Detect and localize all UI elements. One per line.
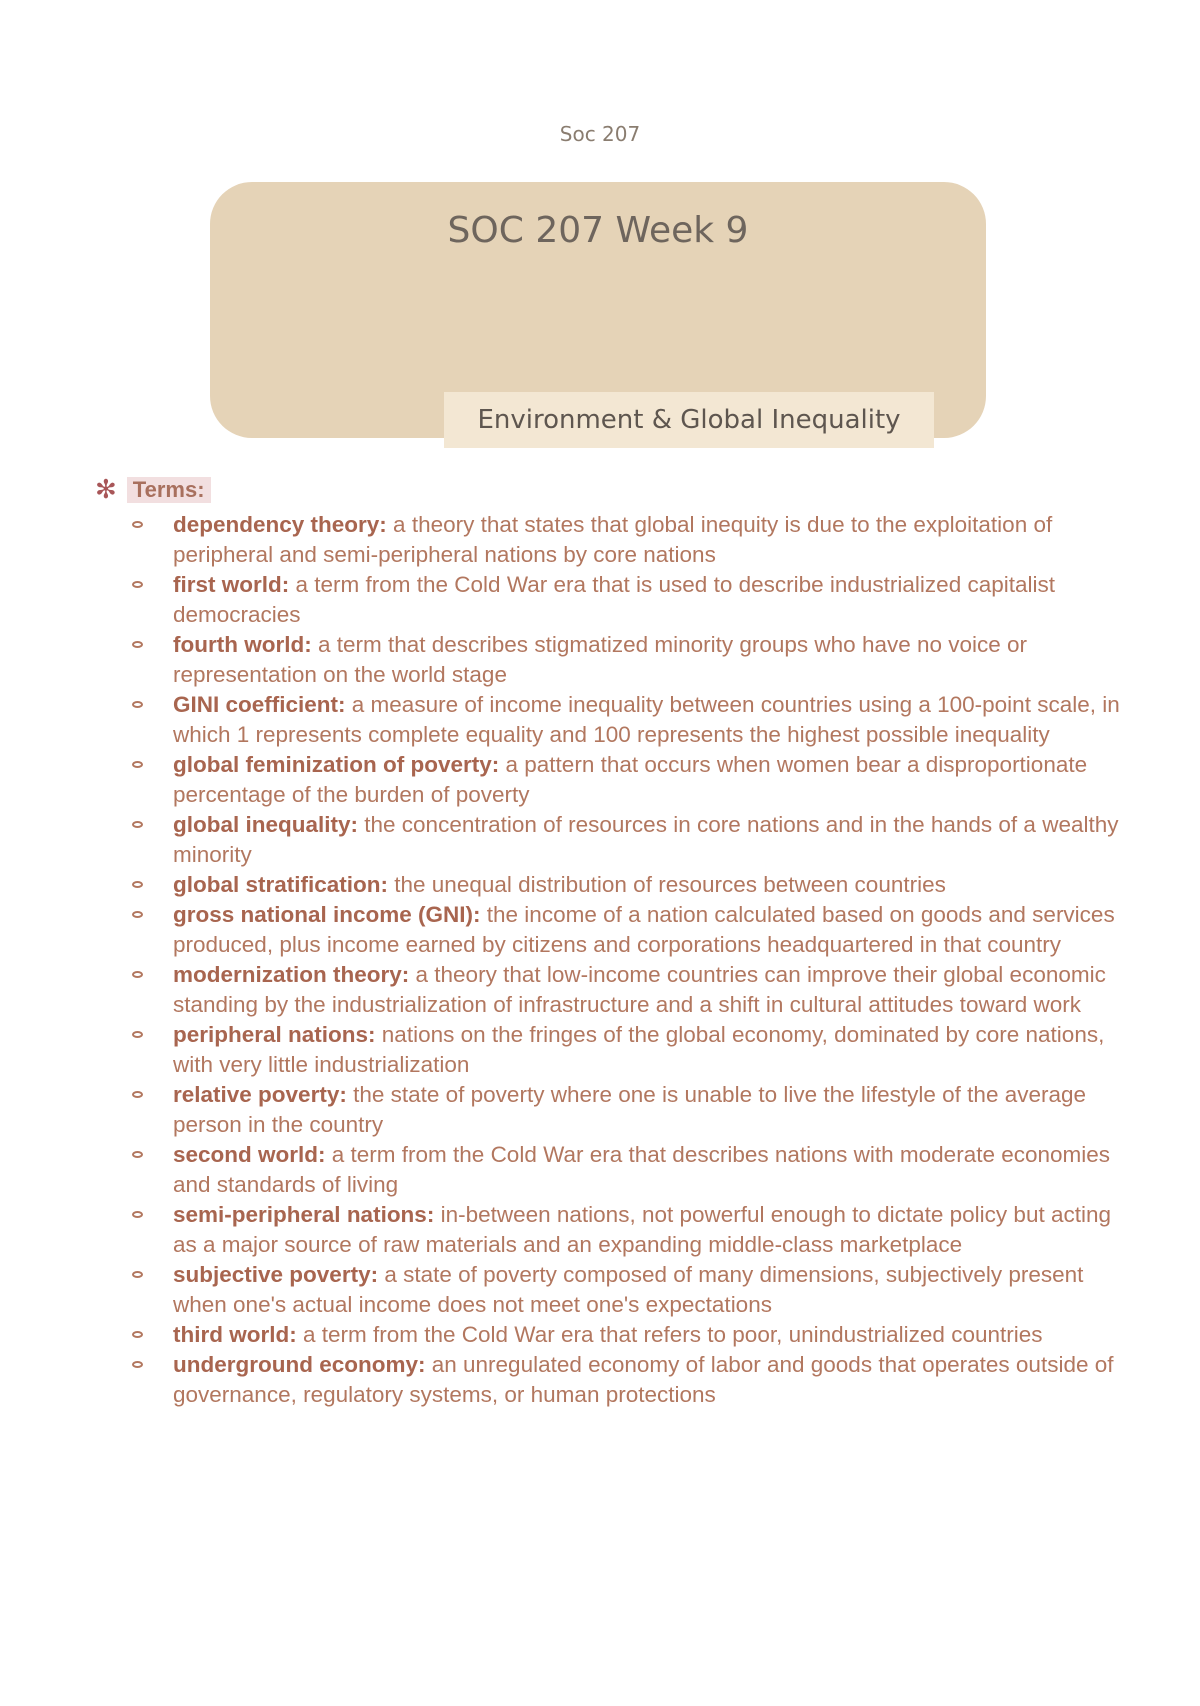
hollow-circle-bullet-icon [132,521,143,528]
term-definition: in-between nations, not powerful enough to dictate policy but acting as a major source of raw materials and an expanding middle-class marketplace [173,1202,1112,1257]
term-definition: a theory that low-income countries can improve their global economic standing by the industrialization of infrastructure and a shift in cultural attitudes toward work [173,962,1106,1017]
list-item [95,810,1125,870]
topic-subtitle-box [444,392,934,448]
hollow-circle-bullet-icon [132,1031,143,1038]
list-item [95,1020,1125,1080]
topic-subtitle: Environment & Global Inequality [477,405,901,435]
hollow-circle-bullet-icon [132,1361,143,1368]
term-name: subjective poverty: [173,1262,379,1287]
term-name: second world: [173,1142,326,1167]
list-item [95,690,1125,750]
hollow-circle-bullet-icon [132,1091,143,1098]
list-item [95,1260,1125,1320]
asterisk-icon: ✻ [95,475,117,505]
hollow-circle-bullet-icon [132,701,143,708]
hollow-circle-bullet-icon [132,1151,143,1158]
list-item [95,1320,1125,1350]
term-definition: a term that describes stigmatized minority groups who have no voice or representation on the world stage [173,632,1028,687]
course-header: Soc 207 [559,122,641,146]
term-name: modernization theory: [173,962,410,987]
hollow-circle-bullet-icon [132,1271,143,1278]
terms-heading-label: Terms: [127,477,211,503]
term-definition: the concentration of resources in core nations and in the hands of a wealthy minority [173,812,1119,867]
hollow-circle-bullet-icon [132,971,143,978]
term-definition: a pattern that occurs when women bear a disproportionate percentage of the burden of poverty [173,752,1088,807]
term-name: first world: [173,572,290,597]
terms-section [95,474,1125,1410]
term-definition: a term from the Cold War era that refers to poor, unindustrialized countries [296,1322,1043,1347]
term-definition: a term from the Cold War era that is used to describe industrialized capitalist democracies [173,572,1055,627]
list-item [95,900,1125,960]
term-name: gross national income (GNI): [173,902,481,927]
term-name: relative poverty: [173,1082,347,1107]
hollow-circle-bullet-icon [132,1211,143,1218]
term-name: third world: [173,1322,297,1347]
list-item [95,750,1125,810]
hollow-circle-bullet-icon [132,911,143,918]
list-item [95,1200,1125,1260]
hollow-circle-bullet-icon [132,1331,143,1338]
list-item [95,1140,1125,1200]
term-name: global feminization of poverty: [173,752,500,777]
hollow-circle-bullet-icon [132,581,143,588]
term-name: GINI coefficient: [173,692,346,717]
term-list [95,510,1125,1410]
term-name: dependency theory: [173,512,387,537]
list-item [95,1080,1125,1140]
term-name: global inequality: [173,812,359,837]
term-name: peripheral nations: [173,1022,376,1047]
hollow-circle-bullet-icon [132,761,143,768]
term-definition: a term from the Cold War era that describes nations with moderate economies and standards of living [173,1142,1111,1197]
term-definition: nations on the fringes of the global economy, dominated by core nations, with very little industrialization [173,1022,1105,1077]
list-item [95,1350,1125,1410]
term-name: global stratification: [173,872,389,897]
terms-heading [95,474,1125,506]
list-item [95,570,1125,630]
term-definition: the unequal distribution of resources between countries [388,872,946,897]
term-definition: an unregulated economy of labor and goods that operates outside of governance, regulatory systems, or human protections [173,1352,1114,1407]
term-name: fourth world: [173,632,312,657]
term-definition: a theory that states that global inequity is due to the exploitation of peripheral and semi-peripheral nations by core nations [173,512,1053,567]
list-item [95,510,1125,570]
list-item [95,870,1125,900]
hollow-circle-bullet-icon [132,821,143,828]
term-definition: the state of poverty where one is unable to live the lifestyle of the average person in the country [173,1082,1087,1137]
term-definition: a measure of income inequality between countries using a 100-point scale, in which 1 represents complete equality and 100 represents the highest possible inequality [173,692,1120,747]
hollow-circle-bullet-icon [132,881,143,888]
term-definition: a state of poverty composed of many dimensions, subjectively present when one's actual income does not meet one's expectations [173,1262,1084,1317]
term-name: semi-peripheral nations: [173,1202,435,1227]
term-definition: the income of a nation calculated based on goods and services produced, plus income earned by citizens and corporations headquartered in that country [173,902,1115,957]
hollow-circle-bullet-icon [132,641,143,648]
list-item [95,960,1125,1020]
list-item [95,630,1125,690]
term-name: underground economy: [173,1352,426,1377]
banner-title: SOC 207 Week 9 [447,210,749,251]
